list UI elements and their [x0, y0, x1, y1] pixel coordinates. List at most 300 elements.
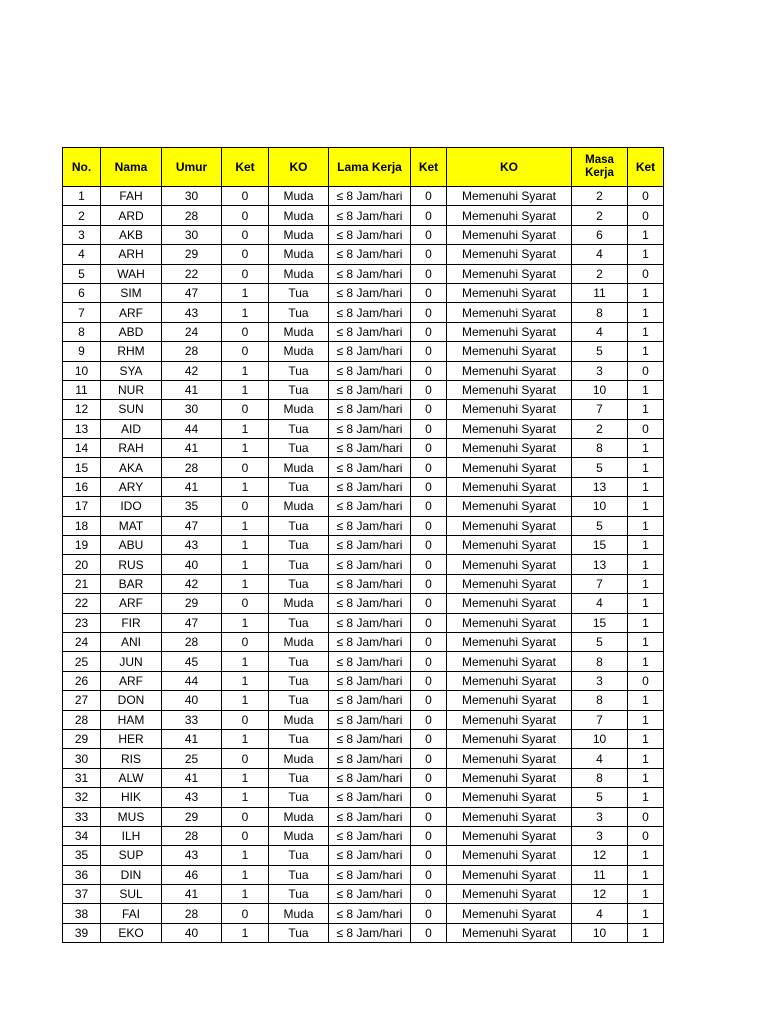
table-cell: Memenuhi Syarat — [447, 885, 572, 904]
table-cell: Memenuhi Syarat — [447, 361, 572, 380]
table-row — [63, 691, 664, 710]
table-cell: 1 — [628, 477, 664, 496]
table-cell: ≤ 8 Jam/hari — [329, 245, 411, 264]
table-cell: 1 — [222, 671, 269, 690]
table-cell: Muda — [269, 749, 329, 768]
table-cell: 30 — [162, 187, 222, 206]
table-cell: 30 — [63, 749, 101, 768]
table-cell: SUL — [101, 885, 162, 904]
table-body — [63, 187, 664, 943]
table-cell: 16 — [63, 477, 101, 496]
table-cell: 47 — [162, 516, 222, 535]
table-cell: 25 — [162, 749, 222, 768]
table-cell: 5 — [572, 342, 628, 361]
table-cell: ≤ 8 Jam/hari — [329, 439, 411, 458]
table-cell: ≤ 8 Jam/hari — [329, 264, 411, 283]
table-row — [63, 458, 664, 477]
table-cell: DON — [101, 691, 162, 710]
table-cell: Muda — [269, 342, 329, 361]
table-cell: 35 — [63, 846, 101, 865]
table-cell: 0 — [628, 264, 664, 283]
table-cell: 5 — [572, 516, 628, 535]
table-cell: 3 — [572, 826, 628, 845]
header-row — [63, 148, 664, 187]
table-cell: Memenuhi Syarat — [447, 788, 572, 807]
table-cell: Muda — [269, 400, 329, 419]
table-cell: 1 — [222, 652, 269, 671]
table-cell: 0 — [411, 885, 447, 904]
table-cell: ≤ 8 Jam/hari — [329, 342, 411, 361]
table-cell: 0 — [628, 671, 664, 690]
table-cell: SYA — [101, 361, 162, 380]
table-cell: FAH — [101, 187, 162, 206]
table-cell: NUR — [101, 380, 162, 399]
table-cell: 3 — [63, 225, 101, 244]
table-row — [63, 361, 664, 380]
table-cell: Muda — [269, 807, 329, 826]
table-cell: Tua — [269, 923, 329, 942]
table-cell: Memenuhi Syarat — [447, 691, 572, 710]
table-cell: Memenuhi Syarat — [447, 187, 572, 206]
table-cell: 43 — [162, 536, 222, 555]
table-cell: 1 — [222, 768, 269, 787]
table-cell: Tua — [269, 439, 329, 458]
table-cell: ≤ 8 Jam/hari — [329, 671, 411, 690]
table-cell: Tua — [269, 885, 329, 904]
table-row — [63, 710, 664, 729]
table-row — [63, 846, 664, 865]
table-cell: 20 — [63, 555, 101, 574]
table-cell: Tua — [269, 788, 329, 807]
table-cell: 10 — [572, 380, 628, 399]
table-cell: 15 — [572, 613, 628, 632]
table-row — [63, 574, 664, 593]
table-row — [63, 923, 664, 942]
table-cell: 0 — [411, 225, 447, 244]
table-cell: ≤ 8 Jam/hari — [329, 749, 411, 768]
table-cell: ≤ 8 Jam/hari — [329, 400, 411, 419]
table-row — [63, 283, 664, 302]
table-cell: 31 — [63, 768, 101, 787]
table-cell: 1 — [628, 652, 664, 671]
col-header-masa-kerja: Masa Kerja — [572, 148, 628, 187]
table-cell: 12 — [63, 400, 101, 419]
table-cell: 26 — [63, 671, 101, 690]
table-row — [63, 477, 664, 496]
table-cell: Memenuhi Syarat — [447, 380, 572, 399]
table-cell: Memenuhi Syarat — [447, 826, 572, 845]
table-cell: Tua — [269, 477, 329, 496]
table-cell: HAM — [101, 710, 162, 729]
table-cell: ≤ 8 Jam/hari — [329, 904, 411, 923]
table-cell: Tua — [269, 555, 329, 574]
table-cell: ABU — [101, 536, 162, 555]
table-cell: 13 — [572, 555, 628, 574]
table-cell: 0 — [411, 536, 447, 555]
table-cell: EKO — [101, 923, 162, 942]
table-cell: 4 — [572, 749, 628, 768]
table-cell: ≤ 8 Jam/hari — [329, 206, 411, 225]
table-cell: JUN — [101, 652, 162, 671]
table-cell: ≤ 8 Jam/hari — [329, 380, 411, 399]
table-cell: ≤ 8 Jam/hari — [329, 729, 411, 748]
table-cell: Tua — [269, 361, 329, 380]
table-cell: 43 — [162, 846, 222, 865]
table-cell: ILH — [101, 826, 162, 845]
table-cell: 1 — [628, 691, 664, 710]
table-cell: SUN — [101, 400, 162, 419]
table-cell: 1 — [222, 380, 269, 399]
table-cell: 1 — [222, 613, 269, 632]
table-cell: 1 — [222, 516, 269, 535]
table-cell: Memenuhi Syarat — [447, 768, 572, 787]
table-cell: Tua — [269, 865, 329, 884]
table-cell: 5 — [572, 788, 628, 807]
table-cell: 3 — [572, 807, 628, 826]
table-row — [63, 885, 664, 904]
table-cell: Tua — [269, 729, 329, 748]
table-cell: 23 — [63, 613, 101, 632]
table-cell: 15 — [572, 536, 628, 555]
table-cell: 1 — [628, 458, 664, 477]
table-cell: 0 — [222, 342, 269, 361]
table-cell: MUS — [101, 807, 162, 826]
table-row — [63, 439, 664, 458]
table-cell: 1 — [222, 477, 269, 496]
table-cell: 0 — [411, 594, 447, 613]
table-cell: 0 — [222, 264, 269, 283]
table-cell: ≤ 8 Jam/hari — [329, 322, 411, 341]
table-cell: 0 — [411, 671, 447, 690]
table-cell: 1 — [628, 904, 664, 923]
table-cell: ≤ 8 Jam/hari — [329, 419, 411, 438]
table-cell: Memenuhi Syarat — [447, 846, 572, 865]
table-cell: 0 — [411, 342, 447, 361]
table-cell: Tua — [269, 652, 329, 671]
table-cell: 1 — [628, 555, 664, 574]
table-cell: 1 — [222, 283, 269, 302]
table-cell: 4 — [572, 322, 628, 341]
table-row — [63, 187, 664, 206]
table-cell: 28 — [162, 632, 222, 651]
table-cell: 8 — [572, 691, 628, 710]
table-cell: AKA — [101, 458, 162, 477]
table-cell: 41 — [162, 885, 222, 904]
table-row — [63, 245, 664, 264]
table-cell: RAH — [101, 439, 162, 458]
table-cell: 41 — [162, 768, 222, 787]
table-cell: Muda — [269, 497, 329, 516]
table-cell: Memenuhi Syarat — [447, 225, 572, 244]
table-cell: Muda — [269, 206, 329, 225]
table-cell: 0 — [222, 225, 269, 244]
col-header-nama: Nama — [101, 148, 162, 187]
table-cell: ≤ 8 Jam/hari — [329, 865, 411, 884]
table-cell: 1 — [628, 225, 664, 244]
table-cell: 6 — [63, 283, 101, 302]
table-cell: HER — [101, 729, 162, 748]
table-row — [63, 225, 664, 244]
table-row — [63, 516, 664, 535]
table-cell: Memenuhi Syarat — [447, 652, 572, 671]
table-cell: 10 — [572, 729, 628, 748]
table-cell: ALW — [101, 768, 162, 787]
table-cell: ≤ 8 Jam/hari — [329, 187, 411, 206]
table-cell: 3 — [572, 671, 628, 690]
table-cell: 36 — [63, 865, 101, 884]
table-cell: 0 — [411, 322, 447, 341]
table-cell: 41 — [162, 380, 222, 399]
table-cell: 5 — [63, 264, 101, 283]
table-cell: SUP — [101, 846, 162, 865]
table-cell: 10 — [63, 361, 101, 380]
table-cell: 14 — [63, 439, 101, 458]
table-row — [63, 613, 664, 632]
table-cell: 17 — [63, 497, 101, 516]
table-cell: 0 — [222, 749, 269, 768]
table-cell: 29 — [63, 729, 101, 748]
table-cell: 1 — [222, 536, 269, 555]
table-cell: 0 — [222, 458, 269, 477]
table-row — [63, 729, 664, 748]
table-cell: FAI — [101, 904, 162, 923]
table-cell: 38 — [63, 904, 101, 923]
table-cell: 0 — [222, 497, 269, 516]
table-cell: 0 — [411, 400, 447, 419]
table-cell: 1 — [222, 691, 269, 710]
table-cell: 43 — [162, 303, 222, 322]
table-row — [63, 652, 664, 671]
table-cell: WAH — [101, 264, 162, 283]
table-cell: Memenuhi Syarat — [447, 710, 572, 729]
table-cell: 0 — [411, 303, 447, 322]
table-cell: ARF — [101, 671, 162, 690]
table-cell: ≤ 8 Jam/hari — [329, 477, 411, 496]
table-cell: ≤ 8 Jam/hari — [329, 710, 411, 729]
table-cell: Tua — [269, 283, 329, 302]
table-cell: Memenuhi Syarat — [447, 555, 572, 574]
table-cell: 0 — [411, 574, 447, 593]
table-cell: 18 — [63, 516, 101, 535]
table-cell: Memenuhi Syarat — [447, 458, 572, 477]
col-header-umur: Umur — [162, 148, 222, 187]
table-cell: 1 — [222, 788, 269, 807]
table-cell: 1 — [628, 613, 664, 632]
table-row — [63, 400, 664, 419]
table-cell: 0 — [222, 206, 269, 225]
table-cell: 2 — [572, 264, 628, 283]
table-cell: RHM — [101, 342, 162, 361]
col-header-ket-masa: Ket — [628, 148, 664, 187]
table-cell: 44 — [162, 671, 222, 690]
table-cell: ARY — [101, 477, 162, 496]
table-cell: 0 — [411, 923, 447, 942]
table-cell: Tua — [269, 768, 329, 787]
table-cell: Tua — [269, 574, 329, 593]
table-cell: 27 — [63, 691, 101, 710]
table-row — [63, 380, 664, 399]
table-row — [63, 206, 664, 225]
table-cell: 0 — [222, 710, 269, 729]
table-cell: ≤ 8 Jam/hari — [329, 536, 411, 555]
table-cell: 13 — [63, 419, 101, 438]
table-cell: 1 — [63, 187, 101, 206]
table-cell: Memenuhi Syarat — [447, 303, 572, 322]
table-cell: 37 — [63, 885, 101, 904]
table-cell: ARF — [101, 594, 162, 613]
table-cell: 1 — [628, 768, 664, 787]
table-cell: ≤ 8 Jam/hari — [329, 283, 411, 302]
table-cell: 22 — [162, 264, 222, 283]
table-cell: Tua — [269, 419, 329, 438]
table-cell: ARF — [101, 303, 162, 322]
table-cell: 15 — [63, 458, 101, 477]
table-cell: Tua — [269, 303, 329, 322]
data-table — [62, 147, 664, 943]
table-cell: RUS — [101, 555, 162, 574]
table-cell: 1 — [222, 846, 269, 865]
table-cell: ≤ 8 Jam/hari — [329, 303, 411, 322]
table-cell: Memenuhi Syarat — [447, 671, 572, 690]
table-cell: Muda — [269, 826, 329, 845]
table-cell: 0 — [222, 187, 269, 206]
table-cell: 3 — [572, 361, 628, 380]
table-cell: ANI — [101, 632, 162, 651]
table-cell: 1 — [222, 923, 269, 942]
table-cell: Muda — [269, 264, 329, 283]
table-cell: 0 — [411, 904, 447, 923]
table-cell: 1 — [628, 885, 664, 904]
table-cell: 2 — [572, 206, 628, 225]
table-cell: Tua — [269, 691, 329, 710]
table-cell: 0 — [411, 458, 447, 477]
table-cell: ≤ 8 Jam/hari — [329, 885, 411, 904]
table-cell: ≤ 8 Jam/hari — [329, 613, 411, 632]
table-cell: 1 — [628, 729, 664, 748]
table-cell: ABD — [101, 322, 162, 341]
table-cell: Memenuhi Syarat — [447, 283, 572, 302]
table-cell: AKB — [101, 225, 162, 244]
table-cell: 0 — [411, 283, 447, 302]
table-cell: 0 — [411, 245, 447, 264]
table-cell: Memenuhi Syarat — [447, 574, 572, 593]
table-cell: Memenuhi Syarat — [447, 594, 572, 613]
table-cell: 1 — [628, 865, 664, 884]
table-cell: 0 — [411, 749, 447, 768]
table-row — [63, 303, 664, 322]
table-cell: 28 — [162, 458, 222, 477]
table-cell: Muda — [269, 225, 329, 244]
table-cell: 1 — [628, 303, 664, 322]
table-cell: 1 — [222, 885, 269, 904]
table-cell: 44 — [162, 419, 222, 438]
table-cell: Memenuhi Syarat — [447, 807, 572, 826]
table-cell: 42 — [162, 574, 222, 593]
table-cell: ≤ 8 Jam/hari — [329, 807, 411, 826]
table-cell: 0 — [628, 826, 664, 845]
table-cell: 0 — [411, 729, 447, 748]
table-cell: 42 — [162, 361, 222, 380]
col-header-lama-kerja: Lama Kerja — [329, 148, 411, 187]
table-cell: AID — [101, 419, 162, 438]
table-cell: 0 — [628, 807, 664, 826]
table-cell: 1 — [628, 342, 664, 361]
table-cell: 7 — [572, 400, 628, 419]
table-row — [63, 865, 664, 884]
table-cell: 1 — [222, 439, 269, 458]
table-cell: ARH — [101, 245, 162, 264]
table-cell: 11 — [63, 380, 101, 399]
table-cell: Tua — [269, 516, 329, 535]
table-cell: Memenuhi Syarat — [447, 923, 572, 942]
table-cell: Memenuhi Syarat — [447, 264, 572, 283]
table-cell: 29 — [162, 594, 222, 613]
table-cell: 0 — [411, 477, 447, 496]
table-cell: Tua — [269, 536, 329, 555]
table-cell: ≤ 8 Jam/hari — [329, 632, 411, 651]
table-cell: Muda — [269, 458, 329, 477]
table-cell: 32 — [63, 788, 101, 807]
table-cell: ≤ 8 Jam/hari — [329, 691, 411, 710]
table-cell: 0 — [411, 710, 447, 729]
table-cell: 11 — [572, 283, 628, 302]
table-cell: 4 — [572, 904, 628, 923]
table-cell: 30 — [162, 225, 222, 244]
table-cell: ≤ 8 Jam/hari — [329, 652, 411, 671]
table-cell: Memenuhi Syarat — [447, 477, 572, 496]
table-cell: ≤ 8 Jam/hari — [329, 497, 411, 516]
col-header-ket-umur: Ket — [222, 148, 269, 187]
table-cell: 13 — [572, 477, 628, 496]
table-row — [63, 749, 664, 768]
table-cell: 2 — [572, 419, 628, 438]
table-cell: 0 — [411, 361, 447, 380]
table-cell: 4 — [572, 594, 628, 613]
table-cell: ≤ 8 Jam/hari — [329, 923, 411, 942]
table-cell: ≤ 8 Jam/hari — [329, 826, 411, 845]
col-header-ko-umur: KO — [269, 148, 329, 187]
table-row — [63, 768, 664, 787]
table-cell: 29 — [162, 807, 222, 826]
table-cell: 0 — [411, 788, 447, 807]
table-cell: MAT — [101, 516, 162, 535]
table-cell: 24 — [162, 322, 222, 341]
table-cell: RIS — [101, 749, 162, 768]
table-cell: 34 — [63, 826, 101, 845]
table-cell: Memenuhi Syarat — [447, 419, 572, 438]
table-cell: 25 — [63, 652, 101, 671]
table-cell: Memenuhi Syarat — [447, 322, 572, 341]
table-cell: 1 — [222, 729, 269, 748]
table-cell: HIK — [101, 788, 162, 807]
table-cell: 41 — [162, 729, 222, 748]
table-cell: Tua — [269, 671, 329, 690]
table-cell: 10 — [572, 923, 628, 942]
table-cell: ≤ 8 Jam/hari — [329, 458, 411, 477]
table-row — [63, 419, 664, 438]
table-cell: 8 — [572, 652, 628, 671]
table-cell: 12 — [572, 846, 628, 865]
table-cell: 1 — [222, 555, 269, 574]
table-row — [63, 671, 664, 690]
table-cell: 0 — [222, 322, 269, 341]
table-cell: 0 — [628, 419, 664, 438]
table-cell: Memenuhi Syarat — [447, 904, 572, 923]
table-cell: 5 — [572, 632, 628, 651]
table-cell: ≤ 8 Jam/hari — [329, 788, 411, 807]
table-cell: Memenuhi Syarat — [447, 439, 572, 458]
table-cell: 0 — [411, 807, 447, 826]
